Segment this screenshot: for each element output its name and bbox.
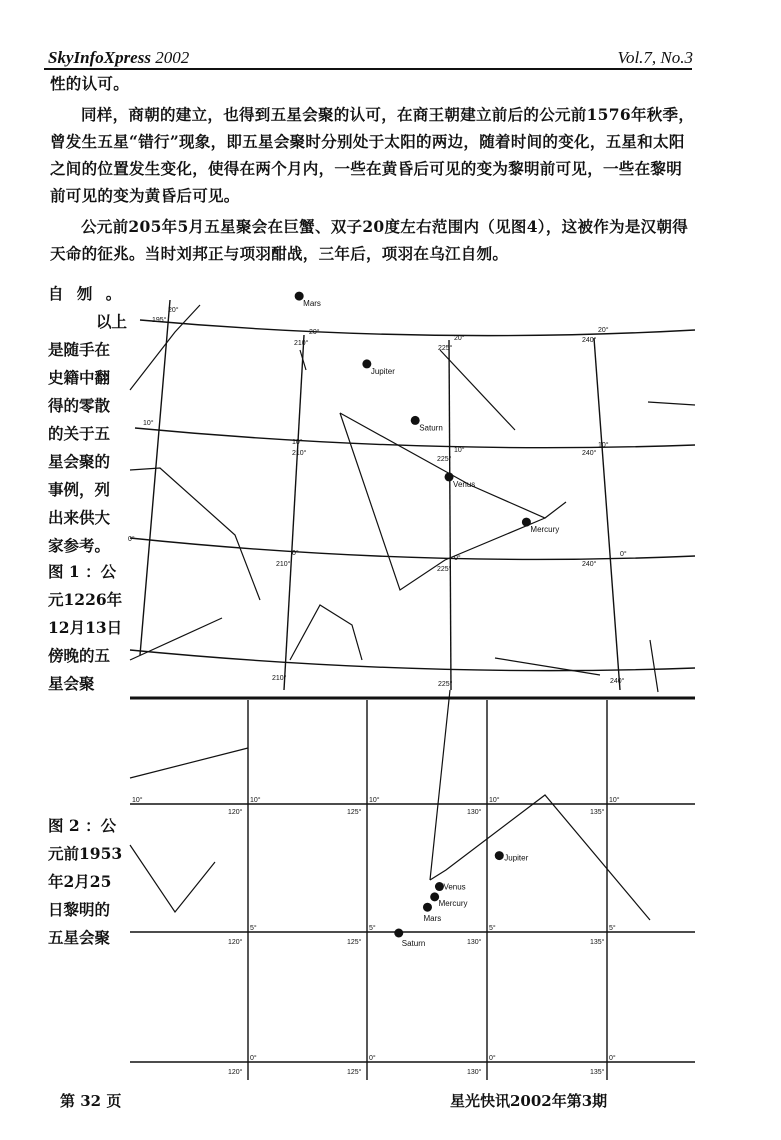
fig1-dec-label: 0° [128, 536, 135, 543]
fig2-dec-label: 0° [609, 1055, 616, 1062]
fig1-caption-line: 图 1 ：公 [48, 562, 117, 581]
fig1-planet-label: Mercury [530, 525, 560, 535]
side-line-0: 自 刎 。 [48, 284, 126, 303]
fig1-dec-label: 0° [454, 555, 461, 562]
fig1-ra-label: 210° [292, 450, 307, 457]
fig2-caption-line: 日黎明的 [48, 900, 111, 919]
fig2-planet-label: Saturn [401, 939, 426, 948]
fig1-chart [130, 300, 695, 692]
journal-year: 2002 [155, 48, 190, 67]
fig1-dec-label: 10° [598, 442, 609, 449]
fig1-right-stub [648, 402, 695, 405]
fig1-dec-label: 10° [143, 420, 154, 427]
fig1-ra-label: 210° [276, 561, 291, 568]
fig2-dec-label: 10° [609, 797, 620, 804]
fig2-ra-label: 125° [347, 939, 362, 946]
fig2-planet-label: Mars [423, 914, 442, 924]
fig1-constellation [340, 413, 545, 590]
fig1-ra-label: 195° [152, 317, 167, 324]
fig1-ra-label: 240° [582, 450, 597, 457]
fig2-ra-label: 130° [467, 1069, 482, 1076]
fig1-dec-label: 20° [454, 335, 465, 342]
side-line-3: 史籍中翻 [48, 368, 111, 387]
fig2-caption-line: 图 2 ：公 [48, 816, 117, 835]
volume-label: Vol.7, No.3 [617, 48, 693, 67]
side-line-6: 星会聚的 [48, 452, 111, 471]
fig2-planet-mars [423, 903, 432, 912]
paragraph-1: 性的认可。 [50, 74, 130, 93]
fig2-ra-label: 125° [347, 1069, 362, 1076]
fig2-dec-label: 10° [132, 797, 143, 804]
fig1-caption-line: 12月13日 [48, 618, 123, 637]
fig1-dec-label: 0° [292, 550, 299, 557]
issue-label: 星光快讯2002年第3期 [450, 1092, 608, 1110]
fig1-ra-label: 240° [610, 678, 625, 685]
fig2-ra-label: 135° [590, 939, 605, 946]
fig1-planet-label: Venus [453, 479, 476, 489]
fig2-dec-label: 0° [369, 1055, 376, 1062]
fig1-dec-label: 10° [454, 447, 465, 454]
fig2-caption-line: 元前1953 [48, 844, 123, 863]
fig1-constellation [495, 658, 600, 675]
fig1-constellation [130, 468, 260, 600]
side-line-7: 事例，列 [48, 480, 111, 499]
fig2-planet-jupiter [495, 851, 504, 860]
fig2-line-to-fig1 [430, 690, 450, 880]
fig2-dec-label: 10° [250, 797, 261, 804]
page-number: 第 32 页 [60, 1092, 122, 1110]
paragraph-3: 公元前205年5月五星聚会在巨蟹、双子20度左右范围内（见图4），这被作为是汉朝得天命的征兆。当时刘邦正与项羽酣战，三年后，项羽在乌江自刎。 [50, 217, 689, 263]
fig2-ra-label: 120° [228, 1069, 243, 1076]
fig2-caption-line: 年2月25 [48, 872, 112, 891]
fig1-ra-label: 225° [438, 681, 453, 688]
fig2-dec-label: 0° [489, 1055, 496, 1062]
fig2-planet-label: Mercury [438, 898, 468, 908]
fig2-dec-label: 5° [250, 925, 257, 932]
fig1-ra-line-240 [594, 338, 620, 690]
fig1-ra-line-210 [284, 335, 304, 690]
fig2-ra-label: 125° [347, 809, 362, 816]
fig1-dec-line-m10 [130, 650, 695, 671]
fig2-dec-label: 10° [369, 797, 380, 804]
fig1-dec-label: 0° [620, 551, 627, 558]
fig1-ra-label: 210° [272, 675, 287, 682]
fig1-ra-label: 240° [582, 561, 597, 568]
fig1-dec-label: 20° [168, 307, 179, 314]
side-line-1: 以上 [96, 312, 128, 331]
fig2-planet-label: Venus [443, 882, 466, 892]
fig1-dec-line-10 [135, 428, 695, 448]
journal-name: SkyInfoXpress [48, 48, 151, 67]
fig1-ra-line-195 [140, 300, 170, 655]
fig1-caption-line: 元1226年 [48, 590, 123, 609]
fig1-planet-label: Mars [303, 299, 321, 309]
fig1-ra-line-225 [449, 340, 451, 690]
side-line-8: 出来供大 [48, 508, 111, 527]
fig1-dec-label: 10° [292, 439, 303, 446]
fig2-dec-label: 5° [609, 925, 616, 932]
fig1-constellation [290, 605, 362, 660]
fig2-ra-label: 120° [228, 809, 243, 816]
fig2-dec-label: 5° [369, 925, 376, 932]
fig2-dec-label: 5° [489, 925, 496, 932]
fig2-caption-line: 五星会聚 [48, 928, 111, 947]
fig1-ra-label: 225° [437, 456, 452, 463]
side-line-2: 是随手在 [48, 340, 111, 359]
fig1-ra-label: 240° [582, 337, 597, 344]
side-line-4: 得的零散 [48, 396, 111, 415]
fig1-ra-label: 225° [437, 566, 452, 573]
side-line-9: 家参考。 [48, 536, 111, 555]
fig2-dec-label: 10° [489, 797, 500, 804]
fig2-planet-saturn [394, 929, 403, 938]
fig1-constellation [650, 640, 658, 692]
fig2-planet-label: Jupiter [504, 853, 529, 863]
fig2-ra-label: 135° [590, 1069, 605, 1076]
fig2-ra-label: 120° [228, 939, 243, 946]
fig2-constellation [130, 748, 248, 778]
fig1-dec-line-20 [140, 320, 695, 336]
fig1-dec-label: 20° [309, 329, 320, 336]
fig2-constellation [130, 845, 215, 912]
fig1-dec-label: 20° [598, 327, 609, 334]
fig1-caption-line: 星会聚 [48, 674, 95, 693]
fig2-ra-label: 130° [467, 809, 482, 816]
fig1-ra-label: 225° [438, 345, 453, 352]
fig2-chart [130, 690, 695, 1080]
fig2-dec-label: 0° [250, 1055, 257, 1062]
side-line-5: 的关于五 [48, 424, 111, 443]
paragraph-2: 同样，商朝的建立，也得到五星会聚的认可，在商王朝建立前后的公元前1576年秋季，曾发生五星“错行”现象，即五星会聚时分别处于太阳的两边，随着时间的变化，五星和太阳之间的位置发生变化，使得在两个月内，一些在黄昏后可见的变为黎明前可见，一些在黎明前可见的变为黄昏后可见。 [50, 105, 695, 205]
fig1-constellation [340, 413, 566, 518]
fig1-planet-label: Jupiter [370, 366, 395, 376]
fig1-ra-label: 210° [294, 340, 309, 347]
fig2-ra-label: 130° [467, 939, 482, 946]
fig1-planet-label: Saturn [419, 423, 443, 433]
fig1-caption-line: 傍晚的五 [48, 646, 111, 665]
fig2-ra-label: 135° [590, 809, 605, 816]
fig1-constellation [440, 350, 515, 430]
